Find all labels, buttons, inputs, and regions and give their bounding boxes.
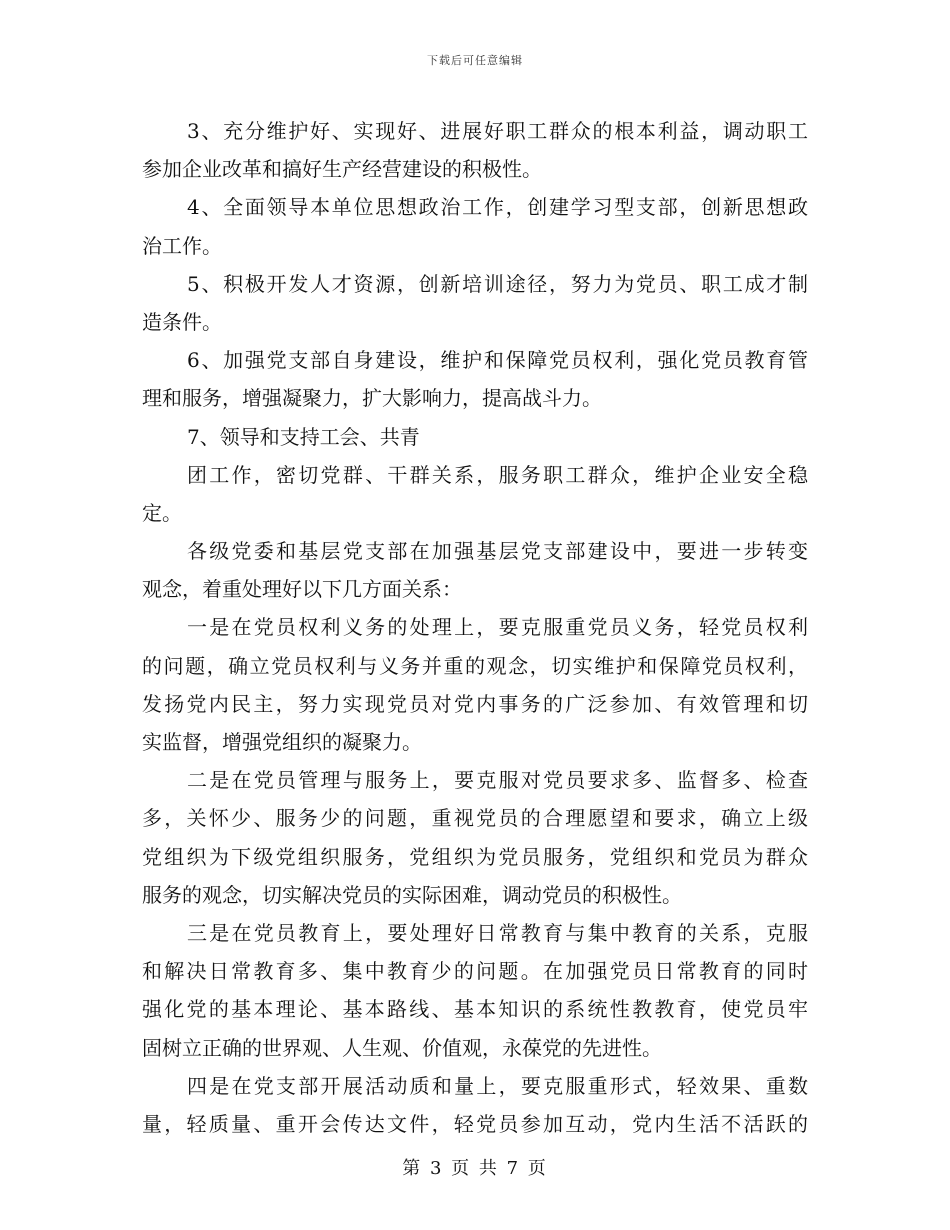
text-line: 二是在党员管理与服务上，要克服对党员要求多、监督多、检查 [187, 768, 808, 793]
text-line: 5、积极开发人才资源，创新培训途径，努力为党员、职工成才制 [187, 271, 808, 296]
text-line: 一是在党员权利义务的处理上，要克服重党员义务，轻党员权利 [187, 615, 808, 640]
text-line: 6、加强党支部自身建设，维护和保障党员权利，强化党员教育管 [187, 348, 808, 373]
text-line: 实监督，增强党组织的凝聚力。 [142, 730, 422, 754]
text-line: 4、全面领导本单位思想政治工作，创建学习型支部，创新思想政 [187, 195, 808, 220]
text-line: 治工作。 [142, 233, 222, 258]
page-header: 下载后可任意编辑 [427, 54, 523, 67]
document-body [142, 112, 808, 1143]
text-line: 多，关怀少、服务少的问题，重视党员的合理愿望和要求，确立上级 [142, 806, 808, 831]
page-footer: 第 3 页 共 7 页 [402, 1158, 548, 1179]
text-line: 观念，着重处理好以下几方面关系： [142, 577, 462, 602]
text-line: 党组织为下级党组织服务，党组织为党员服务，党组织和党员为群众 [142, 844, 808, 869]
text-line: 发扬党内民主，努力实现党员对党内事务的广泛参加、有效管理和切 [142, 691, 808, 716]
text-line: 强化党的基本理论、基本路线、基本知识的系统性教教育，使党员牢 [142, 997, 808, 1022]
text-line: 团工作，密切党群、干群关系，服务职工群众，维护企业安全稳 [187, 462, 808, 487]
text-line: 的问题，确立党员权利与义务并重的观念，切实维护和保障党员权利， [142, 653, 808, 678]
text-line: 造条件。 [142, 309, 222, 334]
text-line: 7、领导和支持工会、共青 [187, 424, 420, 449]
text-line: 三是在党员教育上，要处理好日常教育与集中教育的关系，克服 [187, 920, 808, 945]
text-line: 各级党委和基层党支部在加强基层党支部建设中，要进一步转变 [187, 539, 808, 564]
text-line: 参加企业改革和搞好生产经营建设的积极性。 [142, 157, 542, 182]
text-line: 服务的观念，切实解决党员的实际困难，调动党员的积极性。 [142, 882, 682, 907]
text-line: 四是在党支部开展活动质和量上，要克服重形式，轻效果、重数 [187, 1073, 808, 1098]
text-line: 固树立正确的世界观、人生观、价值观，永葆党的先进性。 [142, 1035, 662, 1060]
text-line: 和解决日常教育多、集中教育少的问题。在加强党员日常教育的同时 [142, 959, 808, 984]
text-line: 理和服务，增强凝聚力，扩大影响力，提高战斗力。 [142, 386, 602, 411]
text-line: 量，轻质量、重开会传达文件，轻党员参加互动，党内生活不活跃的 [142, 1111, 808, 1136]
text-line: 3、充分维护好、实现好、进展好职工群众的根本利益，调动职工 [187, 119, 808, 143]
text-line: 定。 [142, 500, 182, 525]
